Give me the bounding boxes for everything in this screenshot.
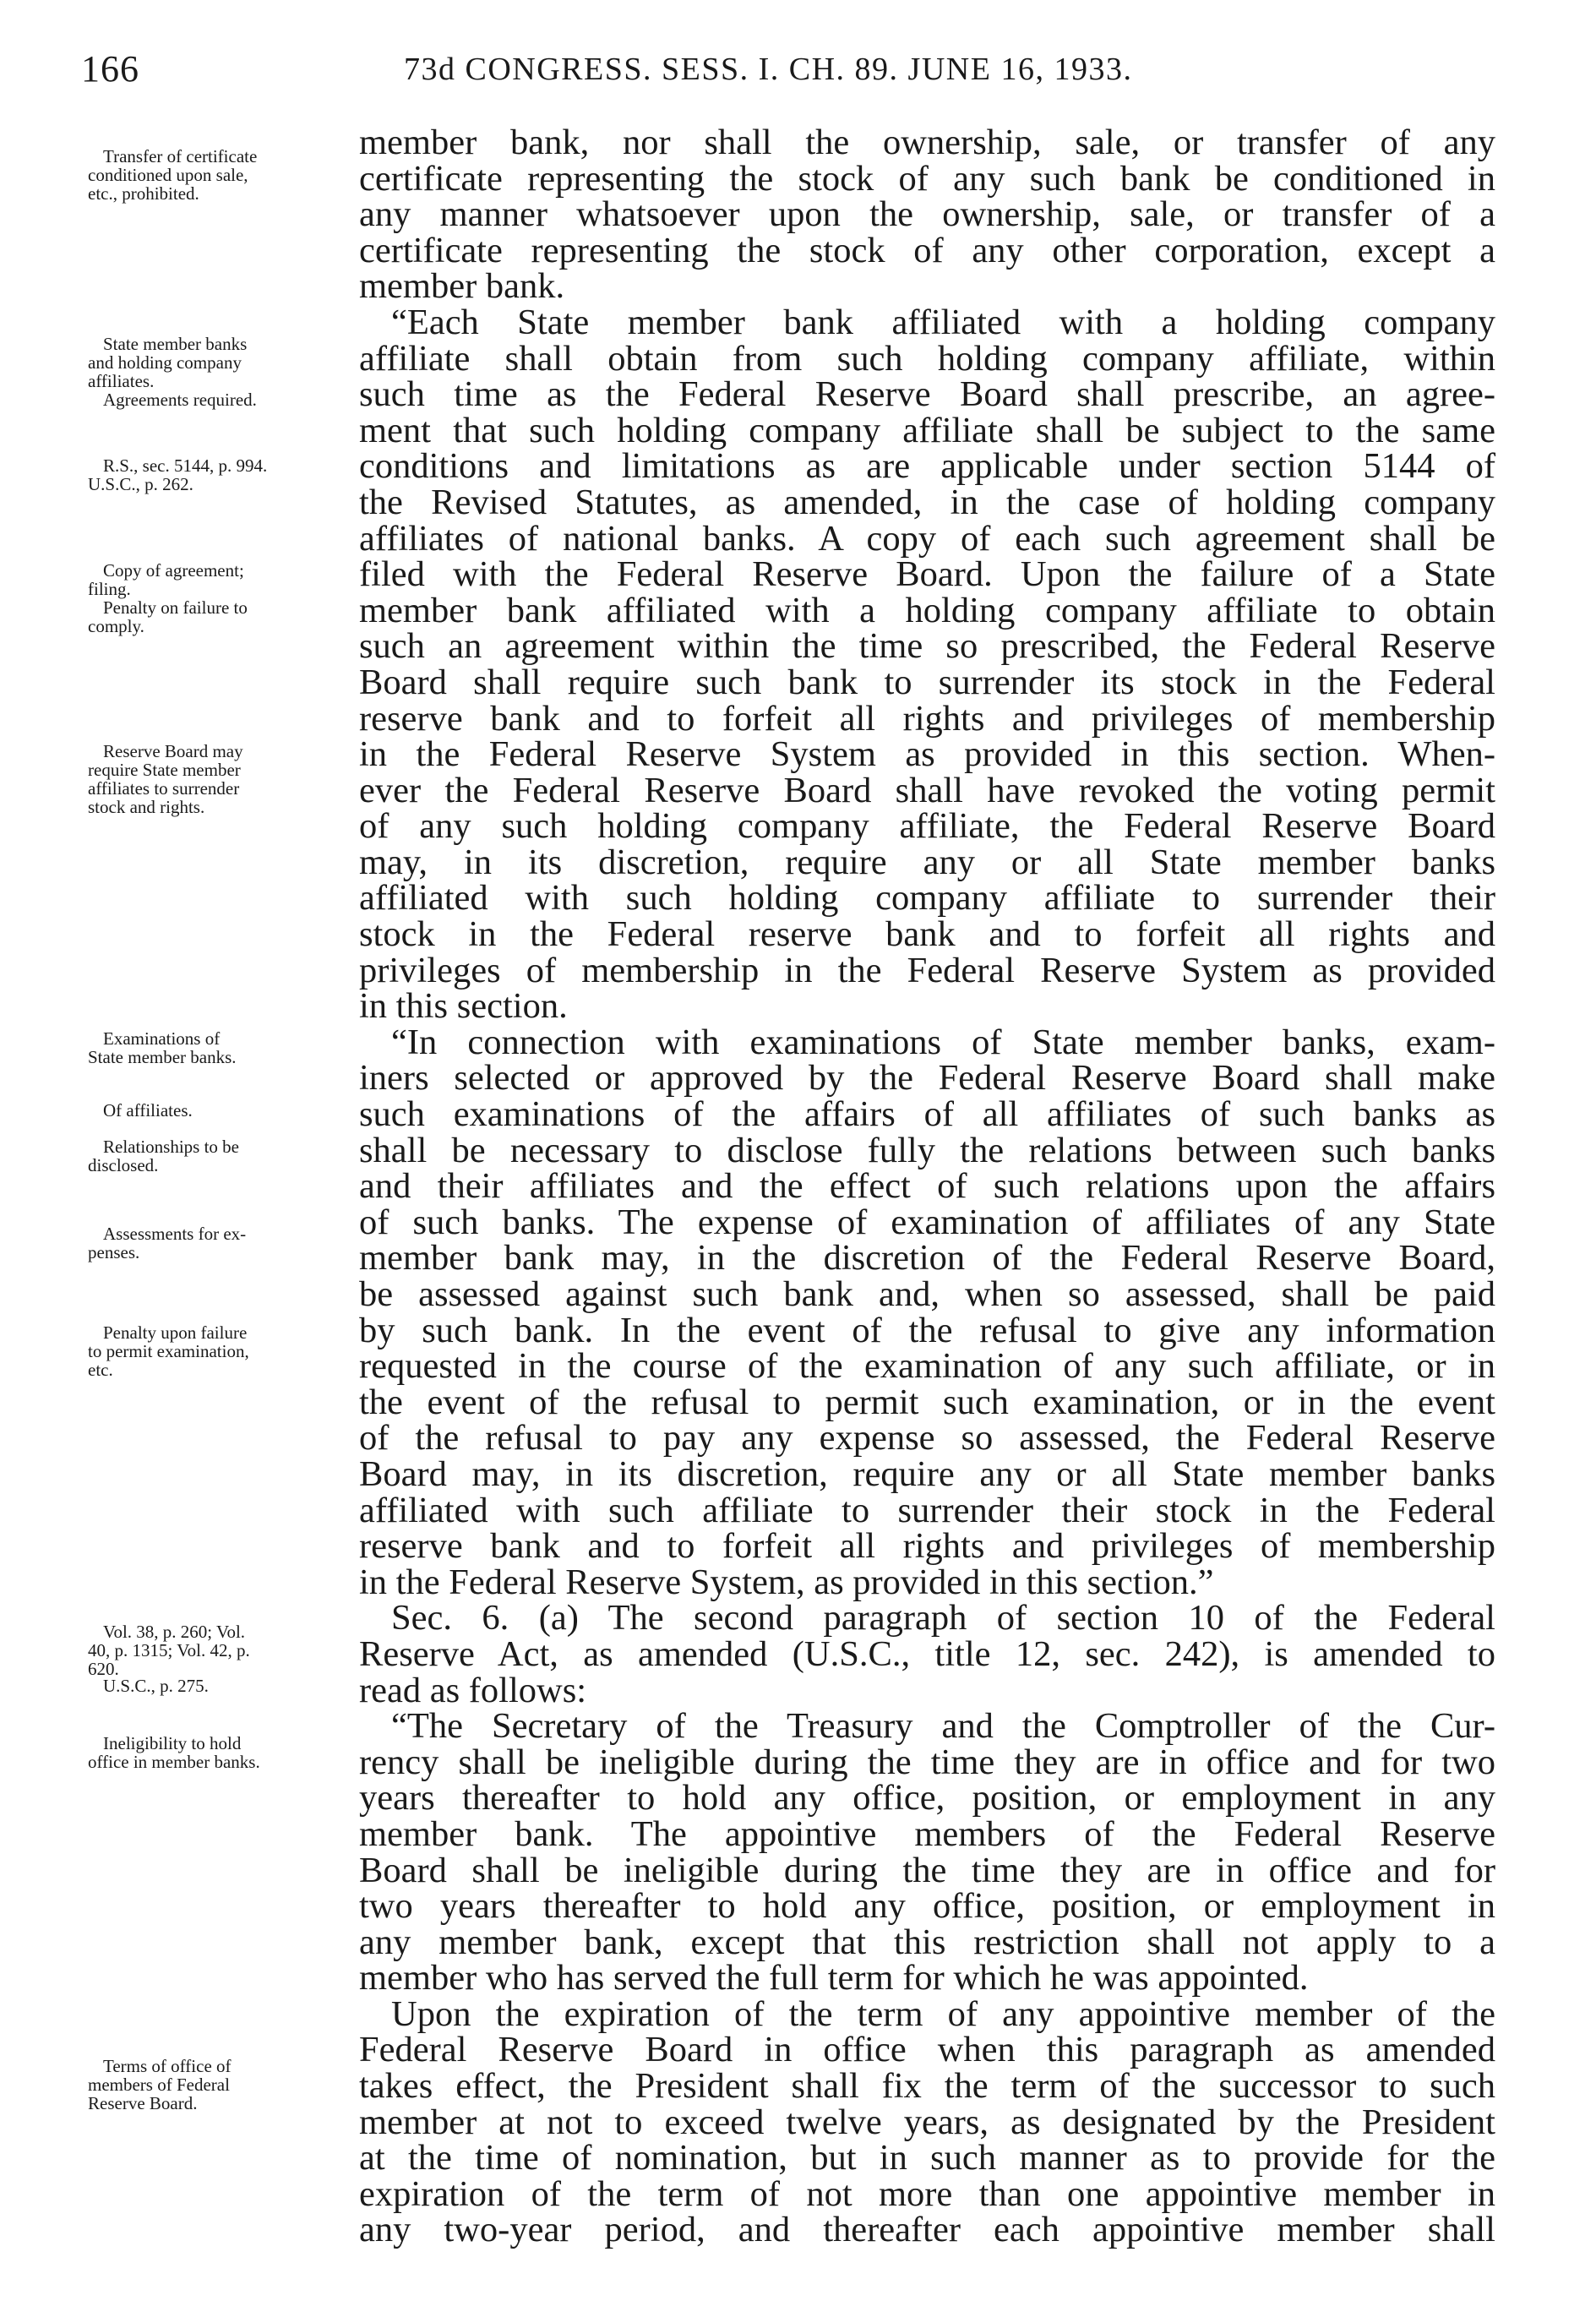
text-line: filed with the Federal Reserve Board. Upon the failure of a State bbox=[359, 554, 1495, 595]
text-line: affiliate shall obtain from such holding company affiliate, within bbox=[359, 338, 1495, 379]
text-line: any two-year period, and thereafter each appointive member shall bbox=[359, 2210, 1495, 2250]
text-line: member at not to exceed twelve years, as designated by the President bbox=[359, 2102, 1495, 2142]
text-line: reserve bank and to forfeit all rights and privileges of membership bbox=[359, 1526, 1495, 1567]
margin-note bbox=[88, 1029, 348, 1066]
margin-note-line: Examinations of bbox=[103, 1028, 221, 1049]
margin-note-line: stock and rights. bbox=[88, 797, 205, 817]
margin-note-line: Vol. 38, p. 260; Vol. bbox=[103, 1622, 246, 1642]
margin-note-line: Reserve Board may bbox=[103, 741, 243, 761]
text-line: stock in the Federal reserve bank and to forfeit all rights and bbox=[359, 914, 1495, 955]
margin-note bbox=[88, 456, 348, 493]
margin-note-line: Penalty upon failure bbox=[103, 1322, 248, 1343]
text-line: certificate representing the stock of any such bank be conditioned in bbox=[359, 158, 1495, 199]
text-line: conditions and limitations as are applicable under section 5144 of bbox=[359, 446, 1495, 487]
text-line: the Revised Statutes, as amended, in the case of holding company bbox=[359, 482, 1495, 522]
text-line: “The Secretary of the Treasury and the Comptroller of the Cur- bbox=[391, 1706, 1495, 1747]
margin-note-line: Penalty on failure to bbox=[103, 597, 248, 618]
text-line: requested in the course of the examination of any such affiliate, or in bbox=[359, 1346, 1495, 1387]
margin-note-line: penses. bbox=[88, 1242, 140, 1262]
text-line: affiliates of national banks. A copy of each such agreement shall be bbox=[359, 518, 1495, 559]
text-line: years thereafter to hold any office, position, or employment in any bbox=[359, 1778, 1495, 1818]
text-line: the event of the refusal to permit such examination, or in the event bbox=[359, 1382, 1495, 1422]
text-line: affiliated with such affiliate to surrender their stock in the Federal bbox=[359, 1490, 1495, 1530]
text-line: expiration of the term of not more than one appointive member in bbox=[359, 2173, 1495, 2214]
margin-note-line: filing. bbox=[88, 579, 131, 599]
text-line: “In connection with examinations of State member banks, exam- bbox=[391, 1022, 1495, 1062]
page-number: 166 bbox=[81, 48, 139, 90]
text-line: of such banks. The expense of examination of affiliates of any State bbox=[359, 1202, 1495, 1242]
text-line: takes effect, the President shall fix the term of the successor to such bbox=[359, 2066, 1495, 2107]
margin-note-line: Of affiliates. bbox=[103, 1100, 193, 1121]
margin-note-line: require State member bbox=[88, 760, 241, 780]
text-line: member bank. bbox=[359, 266, 565, 307]
margin-note-line: Assessments for ex- bbox=[103, 1224, 247, 1244]
text-line: any manner whatsoever upon the ownership, sale, or transfer of a bbox=[359, 194, 1495, 235]
margin-note bbox=[88, 335, 348, 390]
text-line: Federal Reserve Board in office when this paragraph as amended bbox=[359, 2030, 1495, 2070]
margin-note-line: 40, p. 1315; Vol. 42, p. bbox=[88, 1640, 250, 1660]
text-line: at the time of nomination, but in such manner as to provide for the bbox=[359, 2138, 1495, 2178]
margin-note bbox=[88, 1734, 348, 1771]
margin-note bbox=[88, 2057, 348, 2113]
text-line: and their affiliates and the effect of such relations upon the affairs bbox=[359, 1166, 1495, 1207]
text-line: iners selected or approved by the Federal Reserve Board shall make bbox=[359, 1058, 1495, 1099]
text-line: two years thereafter to hold any office, position, or employment in bbox=[359, 1886, 1495, 1927]
margin-note-line: office in member banks. bbox=[88, 1752, 260, 1772]
margin-note-line: R.S., sec. 5144, p. 994. bbox=[103, 455, 268, 476]
text-line: privileges of membership in the Federal Reserve System as provided bbox=[359, 950, 1495, 990]
margin-note-line: Terms of office of bbox=[103, 2056, 232, 2076]
margin-note-line: Copy of agreement; bbox=[103, 560, 244, 581]
text-line: ment that such holding company affiliate shall be subject to the same bbox=[359, 410, 1495, 450]
text-line: be assessed against such bank and, when so assessed, shall be paid bbox=[359, 1274, 1495, 1314]
margin-note bbox=[88, 1137, 348, 1175]
text-line: Sec. 6. (a) The second paragraph of section 10 of the Federal bbox=[391, 1598, 1495, 1639]
text-line: in the Federal Reserve System as provided in this section. When- bbox=[359, 734, 1495, 775]
margin-note-line: members of Federal bbox=[88, 2075, 230, 2095]
text-line: by such bank. In the event of the refusal to give any information bbox=[359, 1310, 1495, 1350]
text-line: of the refusal to pay any expense so assessed, the Federal Reserve bbox=[359, 1418, 1495, 1459]
margin-note-line: Relationships to be bbox=[103, 1137, 239, 1157]
margin-note-line: Reserve Board. bbox=[88, 2093, 198, 2113]
margin-note-line: affiliates to surrender bbox=[88, 778, 240, 799]
margin-note-line: U.S.C., p. 262. bbox=[88, 474, 193, 494]
margin-note-line: State member banks bbox=[103, 334, 248, 354]
text-line: Board may, in its discretion, require any or all State member banks bbox=[359, 1453, 1495, 1494]
text-line: such time as the Federal Reserve Board shall prescribe, an agree- bbox=[359, 374, 1495, 415]
text-line: “Each State member bank affiliated with a holding company bbox=[391, 302, 1495, 342]
text-line: any member bank, except that this restriction shall not apply to a bbox=[359, 1922, 1495, 1962]
statute-text bbox=[359, 125, 1495, 2249]
margin-note-line: 620. bbox=[88, 1659, 119, 1679]
margin-note-line: disclosed. bbox=[88, 1155, 159, 1175]
text-line: Upon the expiration of the term of any appointive member of the bbox=[391, 1993, 1495, 2034]
margin-note bbox=[88, 1622, 348, 1678]
margin-note-line: U.S.C., p. 275. bbox=[103, 1676, 209, 1696]
margin-note bbox=[88, 1101, 348, 1120]
text-line: such an agreement within the time so prescribed, the Federal Reserve bbox=[359, 626, 1495, 667]
text-line: shall be necessary to disclose fully the relations between such banks bbox=[359, 1130, 1495, 1170]
margin-note-line: etc., prohibited. bbox=[88, 183, 199, 204]
text-line: member bank affiliated with a holding company affiliate to obtain bbox=[359, 590, 1495, 630]
margin-note bbox=[88, 561, 348, 598]
margin-note-line: etc. bbox=[88, 1360, 113, 1380]
text-line: Reserve Act, as amended (U.S.C., title 12, sec. 242), is amended to bbox=[359, 1633, 1495, 1674]
text-line: of any such holding company affiliate, the Federal Reserve Board bbox=[359, 806, 1495, 847]
margin-note-line: Ineligibility to hold bbox=[103, 1733, 242, 1753]
margin-note-line: State member banks. bbox=[88, 1047, 237, 1067]
running-head: 73d CONGRESS. SESS. I. CH. 89. JUNE 16, 1933. bbox=[404, 52, 1133, 87]
margin-note bbox=[88, 1224, 348, 1262]
margin-notes-column bbox=[88, 0, 348, 2301]
text-line: in this section. bbox=[359, 986, 568, 1027]
margin-note bbox=[88, 598, 348, 635]
text-line: such examinations of the affairs of all affiliates of such banks as bbox=[359, 1094, 1495, 1135]
text-line: read as follows: bbox=[359, 1670, 587, 1710]
margin-note-line: Agreements required. bbox=[103, 390, 257, 410]
text-line: ever the Federal Reserve Board shall have revoked the voting permit bbox=[359, 770, 1495, 810]
text-line: Board shall be ineligible during the time they are in office and for bbox=[359, 1850, 1495, 1890]
text-line: may, in its discretion, require any or all State member banks bbox=[359, 842, 1495, 882]
text-line: member bank may, in the discretion of the Federal Reserve Board, bbox=[359, 1238, 1495, 1279]
text-line: member bank, nor shall the ownership, sale, or transfer of any bbox=[359, 123, 1495, 162]
margin-note-line: and holding company bbox=[88, 352, 242, 373]
text-line: Board shall require such bank to surrender its stock in the Federal bbox=[359, 662, 1495, 702]
margin-note bbox=[88, 1677, 348, 1695]
text-line: rency shall be ineligible during the time they are in office and for two bbox=[359, 1742, 1495, 1782]
margin-note-line: conditioned upon sale, bbox=[88, 165, 248, 185]
margin-note-line: comply. bbox=[88, 616, 144, 636]
text-line: member bank. The appointive members of the Federal Reserve bbox=[359, 1813, 1495, 1854]
text-line: in the Federal Reserve System, as provided in this section.” bbox=[359, 1562, 1214, 1602]
text-line: certificate representing the stock of any other corporation, except a bbox=[359, 230, 1495, 270]
text-line: member who has served the full term for which he was appointed. bbox=[359, 1958, 1309, 1998]
margin-note-line: Transfer of certificate bbox=[103, 146, 258, 166]
margin-note-line: affiliates. bbox=[88, 371, 155, 391]
margin-note bbox=[88, 1323, 348, 1379]
margin-note bbox=[88, 147, 348, 203]
margin-note-line: to permit examination, bbox=[88, 1341, 249, 1361]
text-line: reserve bank and to forfeit all rights and privileges of membership bbox=[359, 698, 1495, 739]
margin-note bbox=[88, 390, 348, 409]
margin-note bbox=[88, 742, 348, 816]
text-line: affiliated with such holding company affiliate to surrender their bbox=[359, 878, 1495, 919]
